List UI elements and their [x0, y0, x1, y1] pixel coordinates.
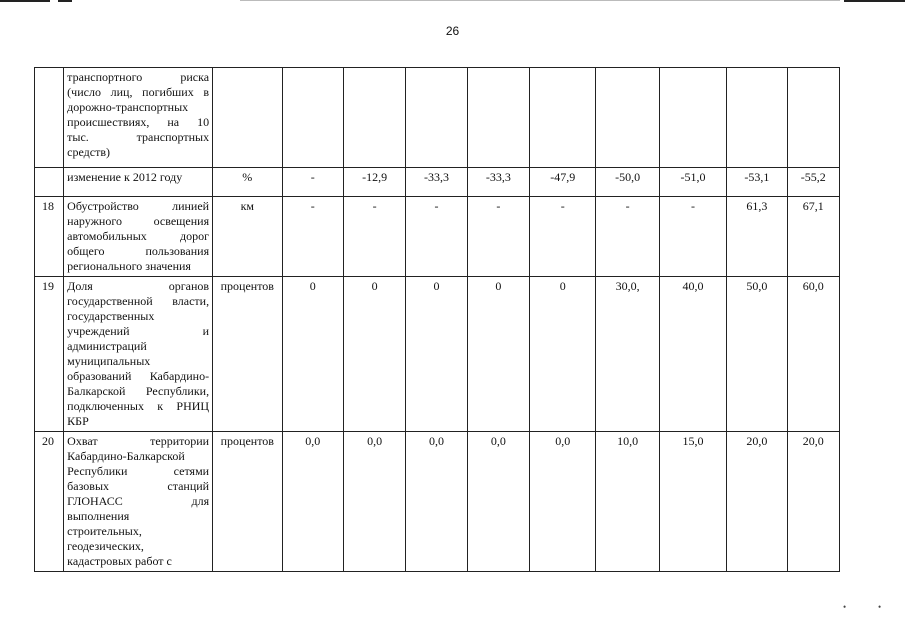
- value-cell: 61,3: [727, 197, 787, 277]
- indicator-name-line: государственной власти,: [67, 294, 210, 308]
- value-cell: -53,1: [727, 168, 787, 197]
- indicator-name-line: Охват территории: [67, 434, 210, 448]
- value-cell: 0,0: [406, 432, 467, 572]
- value-cell: 15,0: [659, 432, 726, 572]
- value-cell: [406, 68, 467, 168]
- indicator-name-line: базовых станций: [67, 479, 210, 493]
- value-cell: -: [530, 197, 596, 277]
- indicator-name-line: выполнения: [67, 509, 130, 523]
- value-cell: 40,0: [659, 277, 726, 432]
- value-cell: [530, 68, 596, 168]
- table-row: [35, 197, 840, 277]
- indicator-name-line: изменение к 2012 году: [67, 170, 183, 184]
- top-edge-line: [0, 0, 50, 2]
- unit-cell: км: [213, 197, 282, 277]
- value-cell: 10,0: [596, 432, 659, 572]
- page-number: 26: [445, 24, 460, 38]
- value-cell: 20,0: [727, 432, 787, 572]
- indicator-name-line: (число лиц, погибших в: [67, 85, 210, 99]
- value-cell: 30,0,: [596, 277, 659, 432]
- value-cell: 0: [406, 277, 467, 432]
- indicator-name: [64, 197, 213, 277]
- indicator-name-line: ГЛОНАСС для: [67, 494, 210, 508]
- indicator-name-line: строительных,: [67, 524, 142, 538]
- unit-cell: процентов: [213, 432, 282, 572]
- value-cell: [596, 68, 659, 168]
- value-cell: 0: [467, 277, 529, 432]
- value-cell: 20,0: [787, 432, 839, 572]
- value-cell: -33,3: [406, 168, 467, 197]
- value-cell: [467, 68, 529, 168]
- value-cell: [282, 68, 343, 168]
- value-cell: -51,0: [659, 168, 726, 197]
- table-row: [35, 277, 840, 432]
- value-cell: 50,0: [727, 277, 787, 432]
- value-cell: [659, 68, 726, 168]
- value-cell: 60,0: [787, 277, 839, 432]
- value-cell: -: [467, 197, 529, 277]
- value-cell: 0,0: [282, 432, 343, 572]
- indicator-name-line: общего пользования: [67, 244, 210, 258]
- indicator-name-line: транспортного риска: [67, 70, 210, 84]
- indicator-name-line: образований Кабардино-: [67, 369, 210, 383]
- table-row: [35, 168, 840, 197]
- value-cell: -47,9: [530, 168, 596, 197]
- indicator-name-line: геодезических,: [67, 539, 144, 553]
- row-index: 18: [35, 197, 64, 277]
- indicator-name-line: учреждений и: [67, 324, 210, 338]
- value-cell: -50,0: [596, 168, 659, 197]
- unit-cell: процентов: [213, 277, 282, 432]
- value-cell: [727, 68, 787, 168]
- indicator-name-line: КБР: [67, 414, 89, 428]
- value-cell: -: [343, 197, 405, 277]
- scan-speck: •: [843, 602, 847, 612]
- indicator-name-line: средств): [67, 145, 111, 159]
- indicator-name-line: Обустройство линией: [67, 199, 210, 213]
- value-cell: -: [282, 168, 343, 197]
- value-cell: -12,9: [343, 168, 405, 197]
- indicator-name-line: Балкарской Республики,: [67, 384, 210, 398]
- top-edge-line: [58, 0, 72, 2]
- indicator-name-line: происшествиях, на 10: [67, 115, 210, 129]
- indicator-table: [34, 67, 840, 572]
- row-index: [35, 168, 64, 197]
- top-edge-line: [240, 0, 840, 1]
- value-cell: 0: [530, 277, 596, 432]
- indicator-name: [64, 68, 213, 168]
- row-index: 19: [35, 277, 64, 432]
- value-cell: 0,0: [467, 432, 529, 572]
- indicator-name-line: наружного освещения: [67, 214, 210, 228]
- indicator-name-line: подключенных к РНИЦ: [67, 399, 210, 413]
- top-edge-line: [844, 0, 905, 2]
- value-cell: [787, 68, 839, 168]
- indicator-name: [64, 432, 213, 572]
- value-cell: 0,0: [343, 432, 405, 572]
- indicator-name-line: тыс. транспортных: [67, 130, 210, 144]
- value-cell: -: [596, 197, 659, 277]
- value-cell: [343, 68, 405, 168]
- indicator-name-line: кадастровых работ с: [67, 554, 172, 568]
- indicator-name-line: муниципальных: [67, 354, 151, 368]
- indicator-name-line: регионального значения: [67, 259, 191, 273]
- value-cell: -: [659, 197, 726, 277]
- unit-cell: %: [213, 168, 282, 197]
- indicator-name-line: государственных: [67, 309, 155, 323]
- indicator-name-line: администраций: [67, 339, 147, 353]
- value-cell: -: [282, 197, 343, 277]
- indicator-name: [64, 168, 213, 197]
- value-cell: 67,1: [787, 197, 839, 277]
- value-cell: 0,0: [530, 432, 596, 572]
- value-cell: 0: [343, 277, 405, 432]
- indicator-name-line: Республики сетями: [67, 464, 210, 478]
- indicator-name-line: автомобильных дорог: [67, 229, 210, 243]
- row-index: [35, 68, 64, 168]
- indicator-name-line: Доля органов: [67, 279, 210, 293]
- row-index: 20: [35, 432, 64, 572]
- table-row: [35, 432, 840, 572]
- unit-cell: [213, 68, 282, 168]
- scan-speck: •: [878, 602, 882, 612]
- value-cell: -33,3: [467, 168, 529, 197]
- value-cell: -55,2: [787, 168, 839, 197]
- indicator-name-line: дорожно-транспортных: [67, 100, 189, 114]
- table-row: [35, 68, 840, 168]
- value-cell: -: [406, 197, 467, 277]
- indicator-name: [64, 277, 213, 432]
- indicator-name-line: Кабардино-Балкарской: [67, 449, 185, 463]
- value-cell: 0: [282, 277, 343, 432]
